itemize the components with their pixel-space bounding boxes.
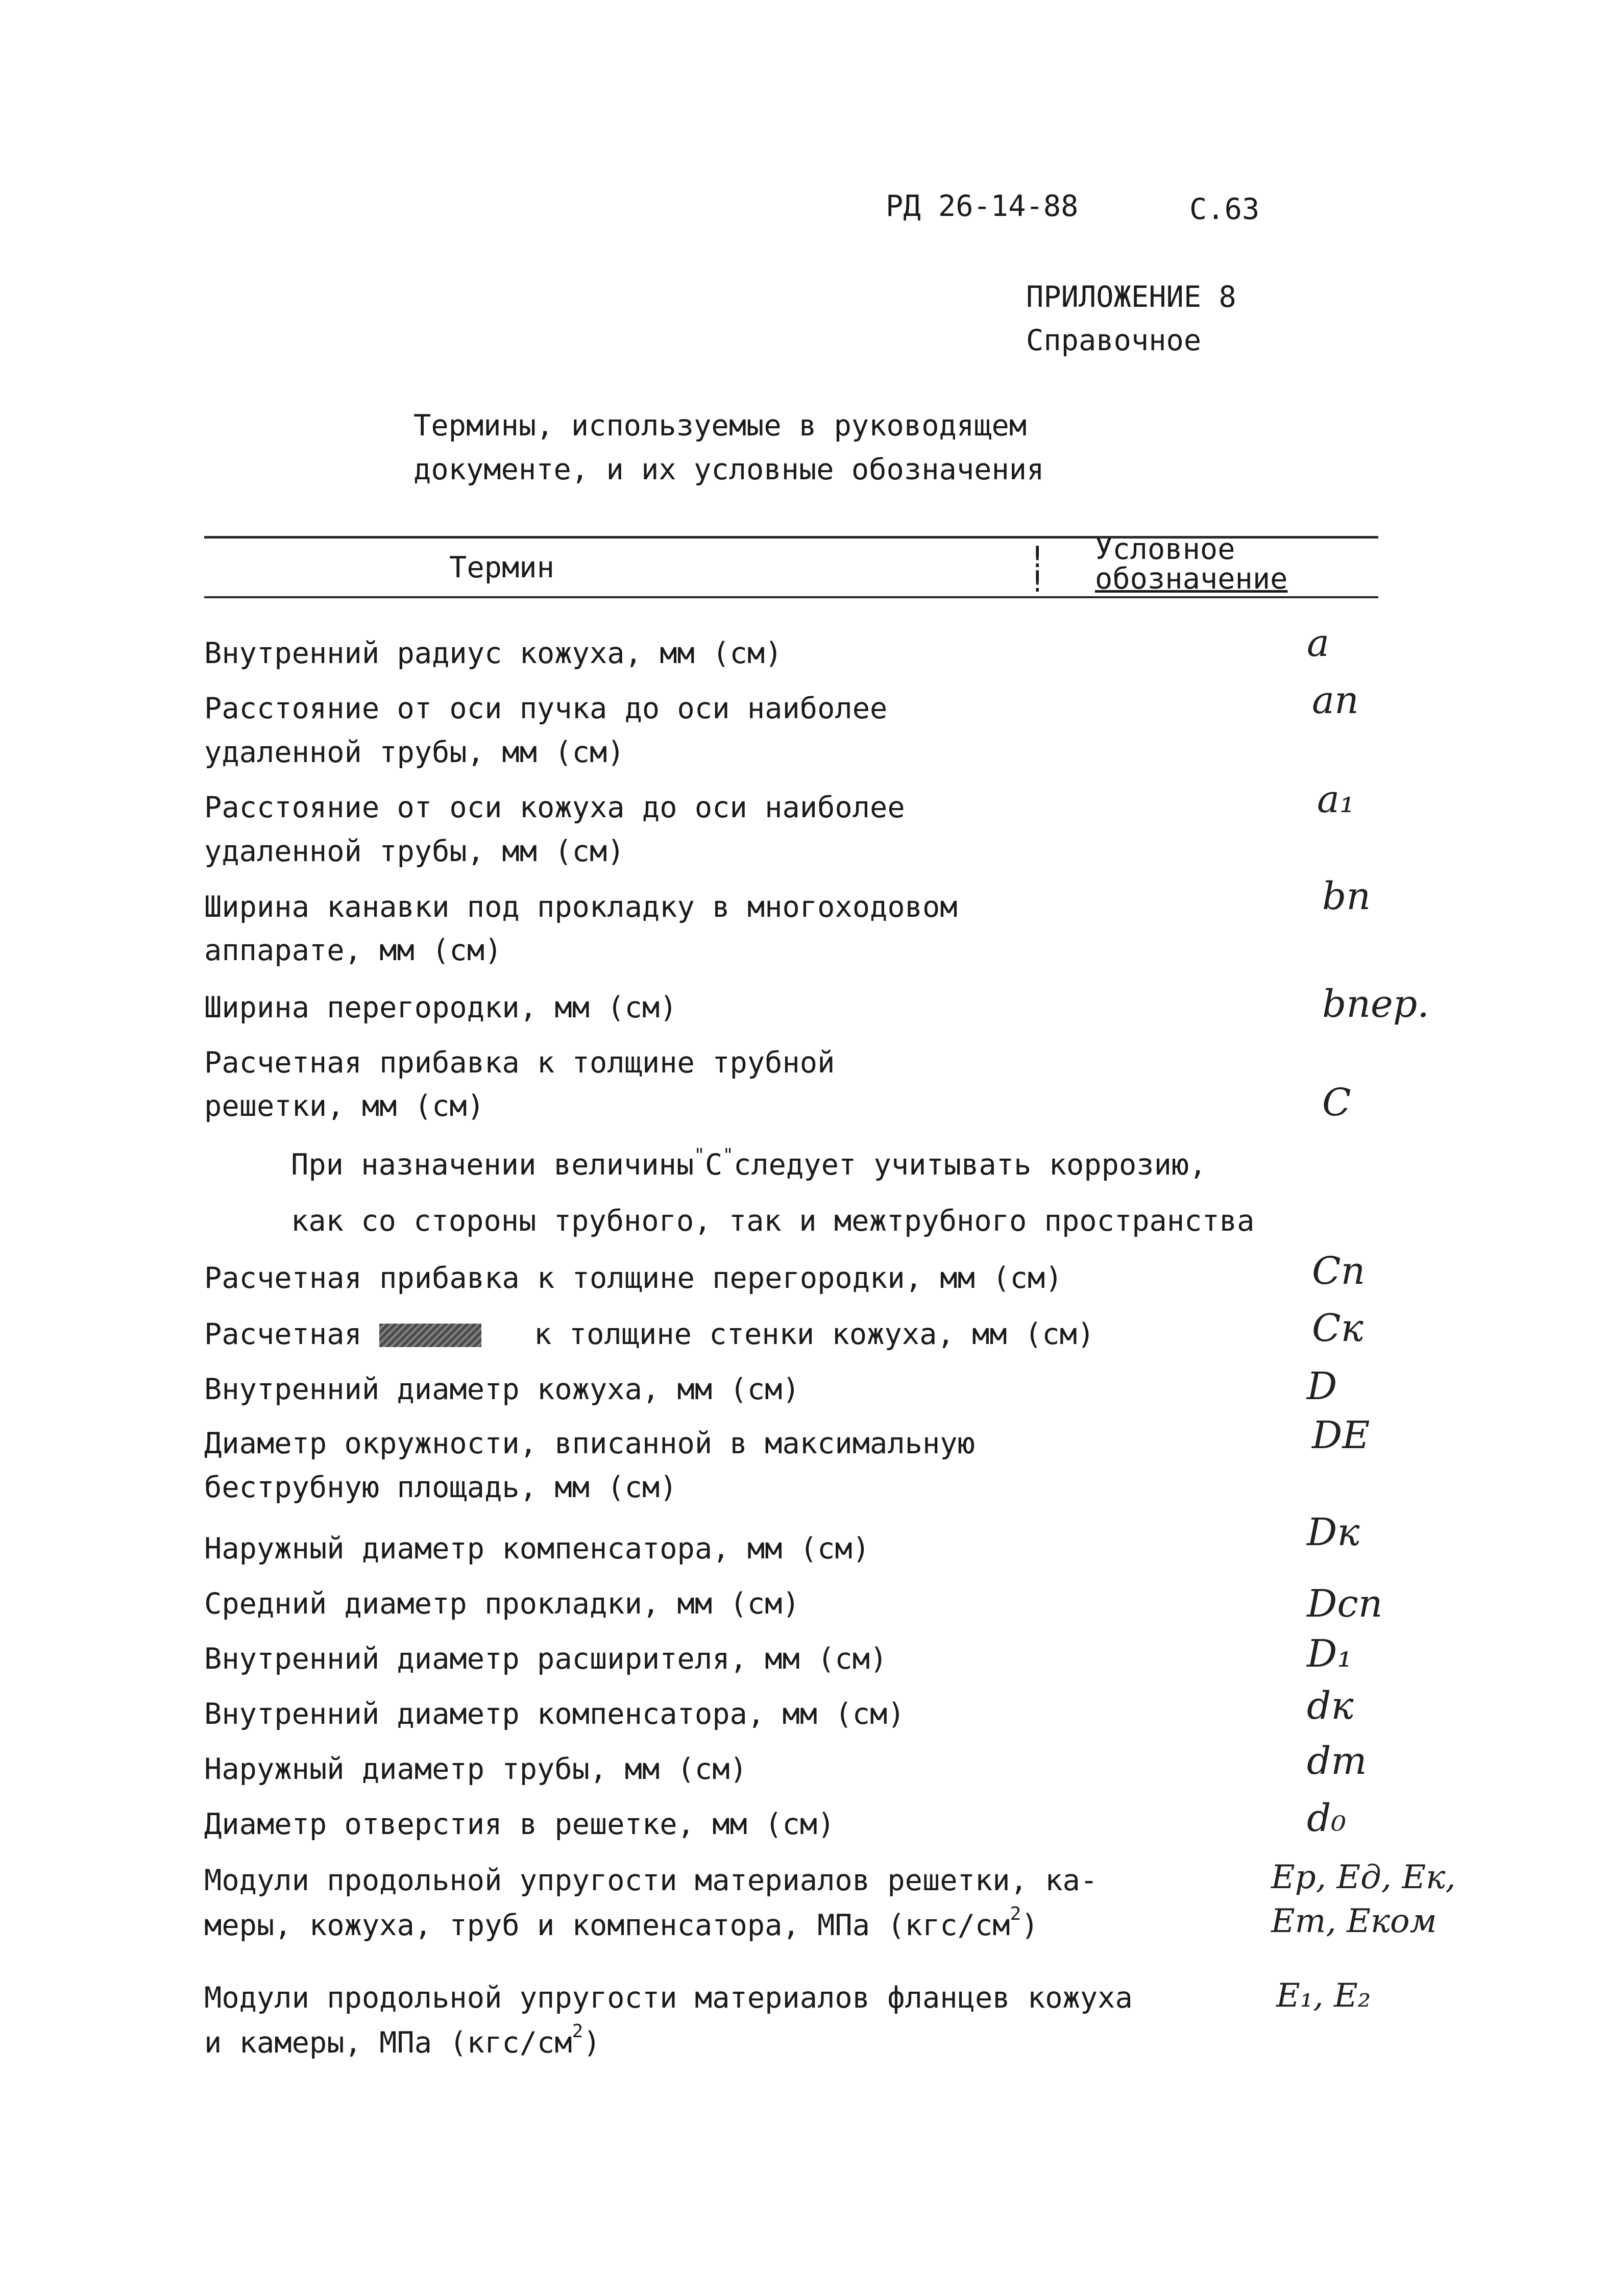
column-separator: ! — [1029, 541, 1046, 574]
note-quote-close: " — [722, 1145, 734, 1166]
term-row-inner-radius: Внутренний радиус кожуха, мм (см) — [204, 637, 783, 670]
symbol-dsp: Dсп — [1307, 1582, 1383, 1626]
appendix-type: Справочное — [1026, 324, 1202, 357]
symbol-bper: bпер. — [1322, 982, 1429, 1026]
term-row-partition-width: Ширина перегородки, мм (см) — [204, 991, 677, 1024]
title-line-1: Термины, используемые в руководящем — [413, 409, 1027, 443]
flange-moduli-units-close: ) — [583, 2026, 601, 2060]
term-row-inscribed-circle-diameter-cont: беструбную площадь, мм (см) — [204, 1471, 677, 1504]
term-row-groove-width: Ширина канавки под прокладку в многоходовом — [204, 890, 958, 924]
symbol-de: DE — [1312, 1413, 1370, 1457]
superscript-2: 2 — [572, 2021, 583, 2042]
term-row-bundle-axis-distance-cont: удаленной трубы, мм (см) — [204, 736, 625, 769]
note-c-letter: C — [704, 1148, 723, 1182]
note-line-1 — [291, 1143, 1207, 1186]
term-row-bundle-axis-distance: Расстояние от оси пучка до оси наиболее — [204, 692, 888, 725]
page-number: С.63 — [1189, 192, 1260, 226]
column-separator: ! — [1029, 565, 1046, 599]
term-row-inscribed-circle-diameter: Диаметр окружности, вписанной в максимальную — [204, 1427, 975, 1460]
overprinted-word — [379, 1324, 481, 1347]
symbol-dk-capital: Dк — [1307, 1510, 1360, 1554]
term-row-groove-width-cont: аппарате, мм (см) — [204, 934, 502, 967]
superscript-2: 2 — [1010, 1903, 1021, 1924]
term-row-compensator-outer-diameter: Наружный диаметр компенсатора, мм (см) — [204, 1532, 870, 1566]
note-line-1-start: При назначении величины — [291, 1148, 694, 1182]
symbol-dt: dт — [1307, 1739, 1367, 1783]
term-row-shell-axis-distance-cont: удаленной трубы, мм (см) — [204, 835, 625, 868]
symbol-a: a — [1307, 621, 1330, 665]
term-row-tubesheet-allowance-cont: решетки, мм (см) — [204, 1089, 485, 1123]
term-row-expander-inner-diameter: Внутренний диаметр расширителя, мм (см) — [204, 1642, 888, 1676]
symbol-ep-ed-ek: Eр, Eд, Eк, — [1271, 1859, 1456, 1896]
term-row-shell-wall-allowance-end: к толщине стенки кожуха, мм (см) — [534, 1317, 1095, 1351]
column-header-term: Термин — [449, 551, 554, 584]
term-row-hole-diameter: Диаметр отверстия в решетке, мм (см) — [204, 1808, 835, 1841]
column-header-symbol-line-2: обозначение — [1095, 562, 1288, 596]
term-row-gasket-mean-diameter: Средний диаметр прокладки, мм (см) — [204, 1587, 800, 1621]
column-header-symbol-line-1: Условное — [1095, 532, 1235, 566]
symbol-bn: bп — [1322, 874, 1371, 918]
elastic-moduli-units-close: ) — [1021, 1909, 1039, 1942]
symbol-a1: a₁ — [1317, 777, 1355, 821]
symbol-d1: D₁ — [1307, 1632, 1352, 1676]
title-line-2: документе, и их условные обозначения — [413, 453, 1044, 486]
note-line-1-end: следует учитывать коррозию, — [734, 1148, 1207, 1182]
term-row-shell-axis-distance: Расстояние от оси кожуха до оси наиболее — [204, 791, 905, 824]
document-code: РД 26-14-88 — [886, 189, 1079, 223]
term-row-elastic-moduli-tubesheet-cont — [204, 1904, 1039, 1947]
note-line-2: как со стороны трубного, так и межтрубного пространства — [291, 1204, 1255, 1238]
table-bottom-rule — [204, 596, 1378, 598]
term-row-shell-wall-allowance-start: Расчетная — [204, 1317, 362, 1351]
term-row-compensator-inner-diameter: Внутренний диаметр компенсатора, мм (см) — [204, 1697, 905, 1731]
symbol-e1-e2: E₁, E₂ — [1276, 1977, 1371, 2015]
term-row-elastic-moduli-flanges-cont — [204, 2021, 601, 2064]
flange-moduli-units: и камеры, МПа (кгс/см — [204, 2026, 572, 2060]
elastic-moduli-units: меры, кожуха, труб и компенсатора, МПа (кгс/см — [204, 1909, 1010, 1942]
symbol-cn: Cп — [1312, 1249, 1366, 1293]
symbol-et-ekom: Eт, Eком — [1271, 1902, 1437, 1940]
symbol-ck: Cк — [1312, 1306, 1363, 1350]
term-row-shell-wall-allowance — [204, 1313, 1094, 1356]
symbol-dk: dк — [1307, 1684, 1354, 1728]
term-row-elastic-moduli-flanges: Модули продольной упругости материалов фланцев кожуха — [204, 1981, 1133, 2015]
symbol-c: C — [1322, 1081, 1351, 1125]
term-row-tubesheet-allowance: Расчетная прибавка к толщине трубной — [204, 1046, 835, 1080]
term-row-shell-inner-diameter: Внутренний диаметр кожуха, мм (см) — [204, 1373, 800, 1406]
term-row-tube-outer-diameter: Наружный диаметр трубы, мм (см) — [204, 1752, 747, 1786]
term-row-partition-allowance: Расчетная прибавка к толщине перегородки, мм (см) — [204, 1261, 1063, 1295]
symbol-d0: d₀ — [1307, 1796, 1347, 1840]
term-row-elastic-moduli-tubesheet: Модули продольной упругости материалов решетки, ка- — [204, 1864, 1098, 1897]
symbol-d-capital: D — [1307, 1364, 1337, 1408]
symbol-an: aп — [1312, 678, 1359, 722]
note-quote-open: " — [694, 1145, 705, 1166]
appendix-title: ПРИЛОЖЕНИЕ 8 — [1026, 280, 1236, 314]
